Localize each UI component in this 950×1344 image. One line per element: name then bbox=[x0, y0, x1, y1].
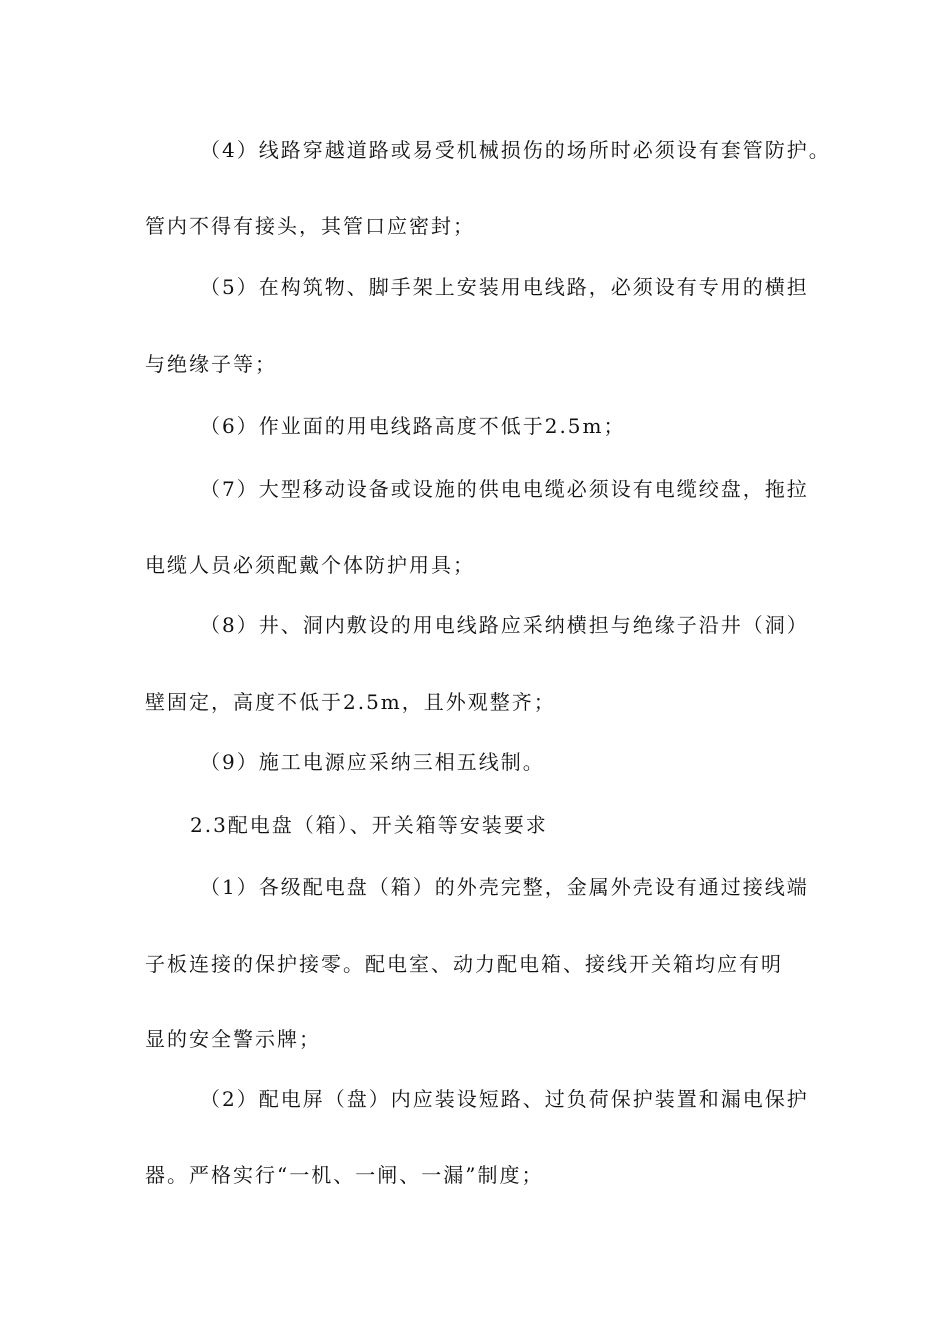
paragraph-line: 电缆人员必须配戴个体防护用具； bbox=[145, 553, 475, 577]
paragraph-line: （1）各级配电盘（箱）的外壳完整，金属外壳设有通过接线端 bbox=[200, 875, 809, 899]
paragraph-line: 子板连接的保护接零。配电室、动力配电箱、接线开关箱均应有明 bbox=[145, 952, 783, 976]
paragraph-line: （7）大型移动设备或设施的供电电缆必须设有电缆绞盘，拖拉 bbox=[200, 477, 809, 501]
paragraph-line: 管内不得有接头，其管口应密封； bbox=[145, 214, 475, 238]
paragraph-line: （6）作业面的用电线路高度不低于2.5m； bbox=[200, 414, 626, 438]
paragraph-line: 与绝缘子等； bbox=[145, 352, 277, 376]
paragraph-line: （8）井、洞内敷设的用电线路应采纳横担与绝缘子沿井（洞） bbox=[200, 613, 809, 637]
paragraph-line: （2）配电屏（盘）内应装设短路、过负荷保护装置和漏电保护 bbox=[200, 1087, 809, 1111]
paragraph-line: （4）线路穿越道路或易受机械损伤的场所时必须设有套管防护。 bbox=[200, 138, 831, 162]
paragraph-line: 器。严格实行“一机、一闸、一漏”制度； bbox=[145, 1163, 544, 1187]
paragraph-line: 壁固定，高度不低于2.5m，且外观整齐； bbox=[145, 690, 556, 714]
paragraph-line: 显的安全警示牌； bbox=[145, 1027, 321, 1051]
section-heading: 2.3配电盘（箱）、开关箱等安装要求 bbox=[190, 813, 548, 837]
paragraph-line: （9）施工电源应采纳三相五线制。 bbox=[200, 750, 545, 774]
paragraph-line: （5）在构筑物、脚手架上安装用电线路，必须设有专用的横担 bbox=[200, 275, 809, 299]
